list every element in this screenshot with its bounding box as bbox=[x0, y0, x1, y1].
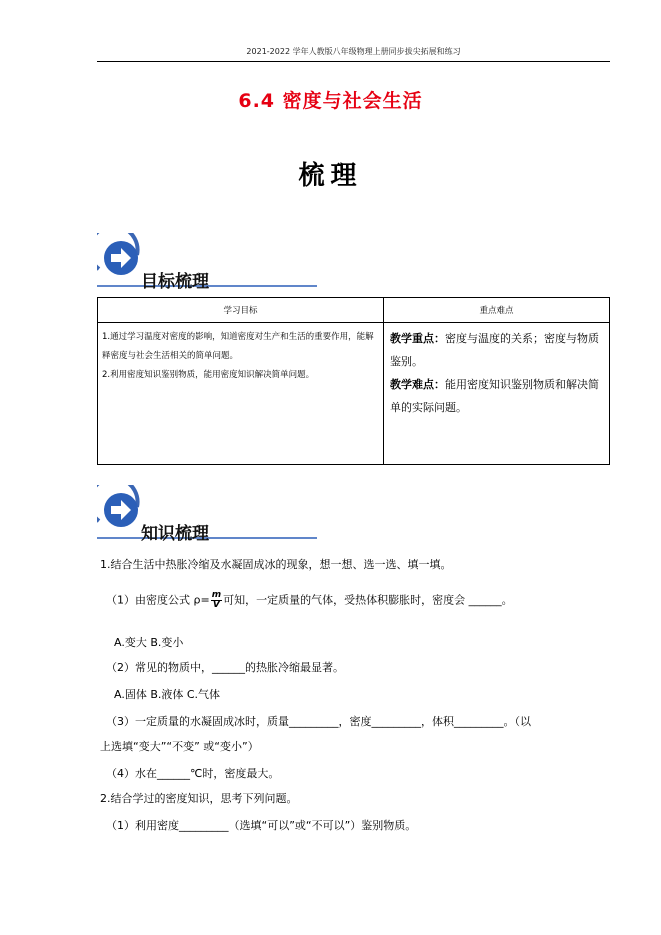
goal-item-1: 1.通过学习温度对密度的影响，知道密度对生产和生活的重要作用，能解释密度与社会生活相关的简单问题。 bbox=[102, 332, 374, 361]
page-header: 2021-2022 学年人教版八年级物理上册同步拔尖拓展和练习 bbox=[246, 47, 461, 56]
section-goals-header bbox=[97, 233, 357, 293]
section-knowledge-header bbox=[97, 485, 357, 545]
lesson-title: 6.4 密度与社会生活 bbox=[238, 90, 423, 112]
question-1-3: （3）一定质量的水凝固成冰时，质量_________，密度_________，体积_________。（以 bbox=[106, 715, 531, 728]
hard-point-text: 能用密度知识鉴别物质和解决简单的实际问题。 bbox=[390, 378, 599, 414]
goals-col-header: 学习目标 bbox=[98, 298, 384, 323]
question-1-4: （4）水在______℃时，密度最大。 bbox=[106, 767, 280, 780]
question-1-1-pre: （1）由密度公式 ρ= bbox=[106, 593, 210, 607]
question-1: 1.结合生活中热胀冷缩及水凝固成冰的现象，想一想、选一选、填一填。 bbox=[100, 558, 452, 571]
question-2: 2.结合学过的密度知识，思考下列问题。 bbox=[100, 792, 298, 805]
hard-point-label: 教学难点： bbox=[390, 378, 445, 391]
header-divider bbox=[97, 61, 610, 62]
key-point-text: 密度与温度的关系；密度与物质鉴别。 bbox=[390, 332, 599, 368]
section-goals-label: 目标梳理 bbox=[141, 272, 209, 292]
key-point bbox=[390, 327, 603, 373]
arrow-circle-icon bbox=[97, 233, 357, 293]
goals-table bbox=[97, 297, 610, 465]
section-knowledge-label: 知识梳理 bbox=[141, 524, 209, 544]
goal-item-2: 2.利用密度知识鉴别物质，能用密度知识解决简单问题。 bbox=[102, 370, 315, 380]
hard-point bbox=[390, 373, 603, 419]
question-1-2: （2）常见的物质中，______的热胀冷缩最显著。 bbox=[106, 661, 344, 674]
density-formula-fraction bbox=[211, 591, 222, 610]
formula-denominator: V bbox=[212, 600, 220, 610]
keypoints-cell bbox=[384, 323, 610, 465]
question-1-1 bbox=[106, 591, 513, 610]
goals-cell bbox=[98, 323, 384, 465]
keypoints-col-header: 重点难点 bbox=[384, 298, 610, 323]
formula-numerator: m bbox=[211, 590, 222, 600]
question-1-2-options: A.固体 B.液体 C.气体 bbox=[114, 688, 221, 701]
section-heading: 梳理 bbox=[298, 161, 363, 191]
question-1-1-post: 可知，一定质量的气体，受热体积膨胀时，密度会 ______。 bbox=[223, 593, 513, 607]
question-1-3-cont: 上选填“变大”“不变” 或“变小”） bbox=[100, 740, 259, 753]
key-point-label: 教学重点： bbox=[390, 332, 445, 345]
question-2-1: （1）利用密度_________（选填“可以”或“不可以”）鉴别物质。 bbox=[106, 819, 417, 832]
question-1-1-options: A.变大 B.变小 bbox=[114, 636, 184, 649]
arrow-circle-icon bbox=[97, 485, 357, 545]
